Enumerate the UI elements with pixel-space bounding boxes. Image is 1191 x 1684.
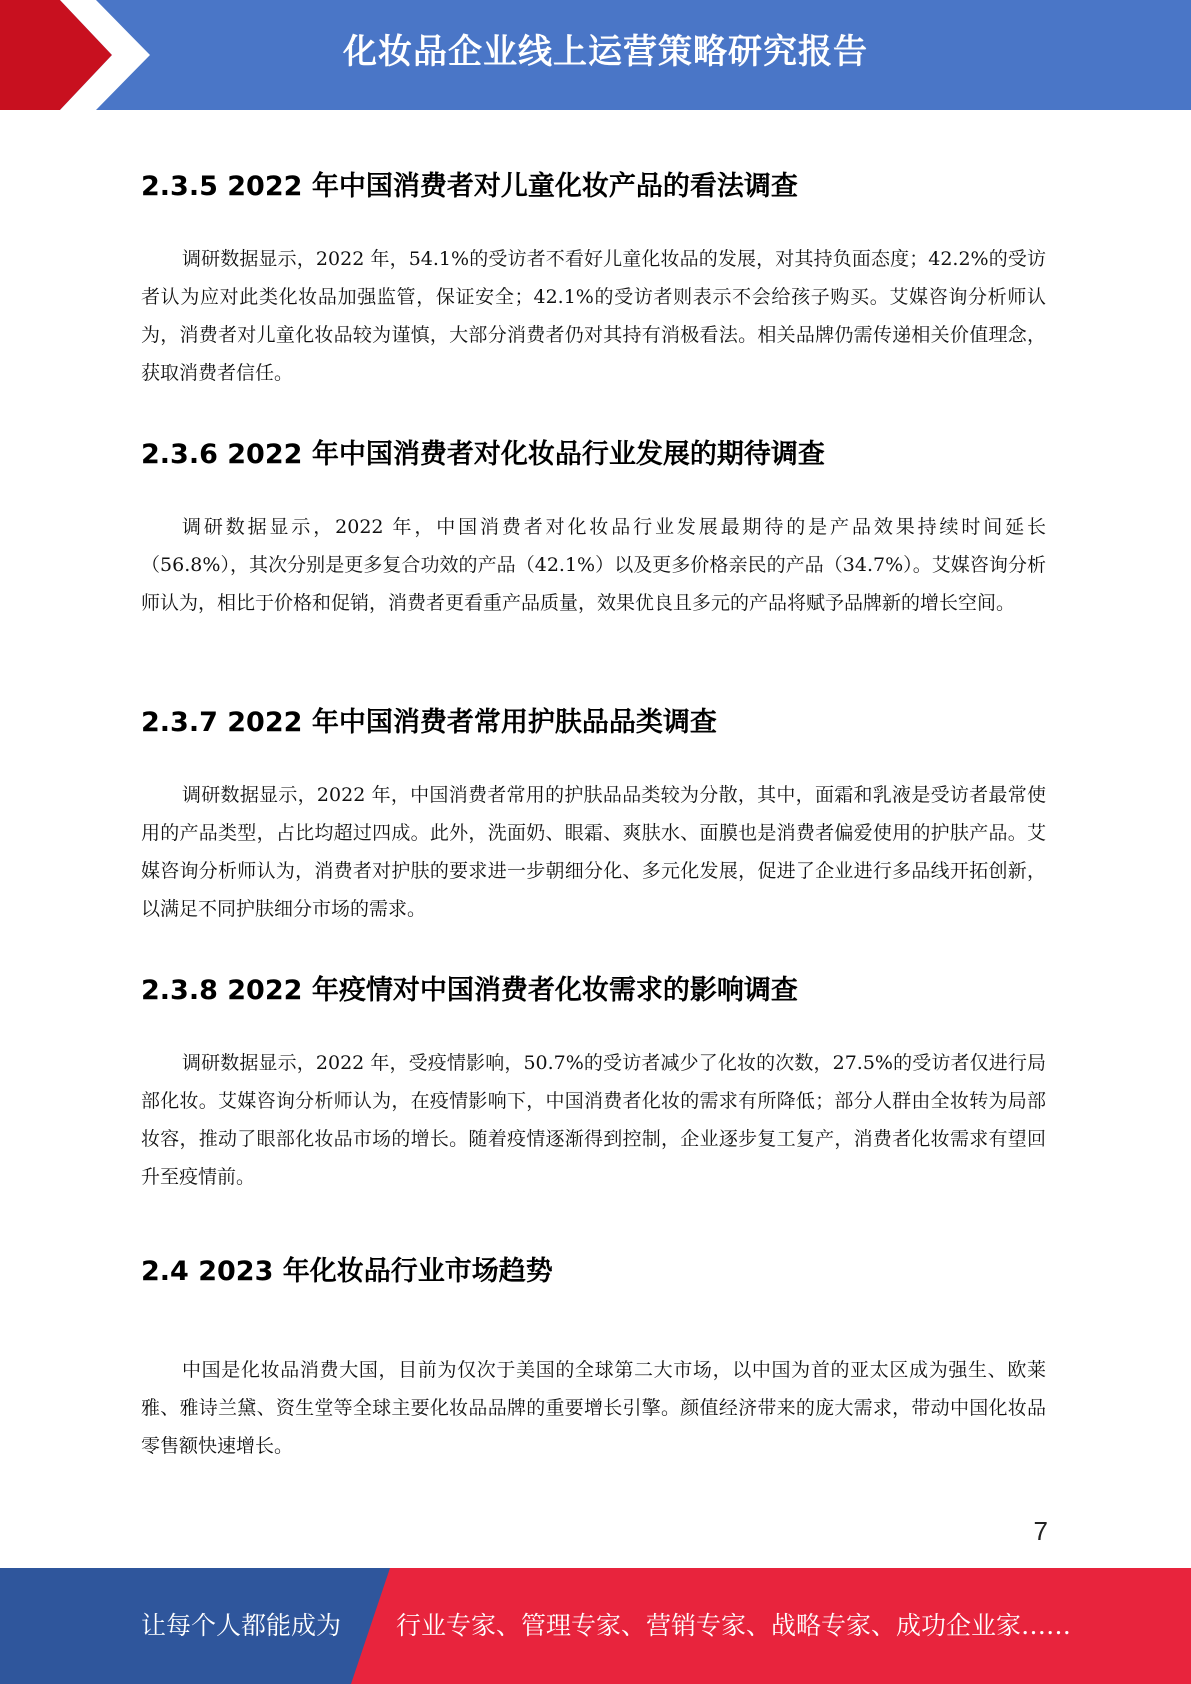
section-paragraph: 中国是化妆品消费大国，目前为仅次于美国的全球第二大市场，以中国为首的亚太区成为强生、欧莱雅、雅诗兰黛、资生堂等全球主要化妆品品牌的重要增长引擎。颜值经济带来的庞大需求，带动中国化妆品零售额快速增长。 bbox=[141, 1359, 1046, 1457]
section-heading: 2.4 2023 年化妆品行业市场趋势 bbox=[141, 1256, 553, 1287]
section-2-3-8 bbox=[141, 964, 1046, 1196]
footer-slogan-left: 让每个人都能成为 bbox=[141, 1611, 342, 1640]
section-heading: 2.3.8 2022 年疫情对中国消费者化妆需求的影响调查 bbox=[141, 975, 798, 1006]
section-paragraph: 调研数据显示，2022 年，54.1%的受访者不看好儿童化妆品的发展，对其持负面态度；42.2%的受访者认为应对此类化妆品加强监管，保证安全；42.1%的受访者则表示不会给孩子购买。艾媒咨询分析师认为，消费者对儿童化妆品较为谨慎，大部分消费者仍对其持有消极看法。相关品牌仍需传递相关价值理念，获取消费者信任。 bbox=[141, 248, 1046, 384]
section-heading: 2.3.5 2022 年中国消费者对儿童化妆产品的看法调查 bbox=[141, 171, 798, 202]
section-2-3-7 bbox=[141, 696, 1046, 928]
page-footer-banner bbox=[0, 1568, 1191, 1684]
report-title: 化妆品企业线上运营策略研究报告 bbox=[343, 32, 868, 72]
section-2-3-6 bbox=[141, 428, 1046, 622]
page-number: 7 bbox=[1033, 1516, 1048, 1546]
section-paragraph: 调研数据显示，2022 年，中国消费者常用的护肤品品类较为分散，其中，面霜和乳液是受访者最常使用的产品类型，占比均超过四成。此外，洗面奶、眼霜、爽肤水、面膜也是消费者偏爱使用的护肤产品。艾媒咨询分析师认为，消费者对护肤的要求进一步朝细分化、多元化发展，促进了企业进行多品线开拓创新，以满足不同护肤细分市场的需求。 bbox=[141, 784, 1046, 920]
footer-slogan-right: 行业专家、管理专家、营销专家、战略专家、成功企业家…… bbox=[396, 1611, 1072, 1640]
page-header-banner bbox=[0, 0, 1191, 110]
section-paragraph: 调研数据显示，2022 年，中国消费者对化妆品行业发展最期待的是产品效果持续时间延长（56.8%），其次分别是更多复合功效的产品（42.1%）以及更多价格亲民的产品（34.7%）。艾媒咨询分析师认为，相比于价格和促销，消费者更看重产品质量，效果优良且多元的产品将赋予品牌新的增长空间。 bbox=[141, 516, 1046, 614]
section-paragraph: 调研数据显示，2022 年，受疫情影响，50.7%的受访者减少了化妆的次数，27.5%的受访者仅进行局部化妆。艾媒咨询分析师认为，在疫情影响下，中国消费者化妆的需求有所降低；部分人群由全妆转为局部妆容，推动了眼部化妆品市场的增长。随着疫情逐渐得到控制，企业逐步复工复产，消费者化妆需求有望回升至疫情前。 bbox=[141, 1052, 1046, 1188]
section-2-3-5 bbox=[141, 160, 1046, 392]
section-heading: 2.3.6 2022 年中国消费者对化妆品行业发展的期待调查 bbox=[141, 439, 825, 470]
section-2-4 bbox=[141, 1245, 1046, 1465]
section-heading: 2.3.7 2022 年中国消费者常用护肤品品类调查 bbox=[141, 707, 717, 738]
